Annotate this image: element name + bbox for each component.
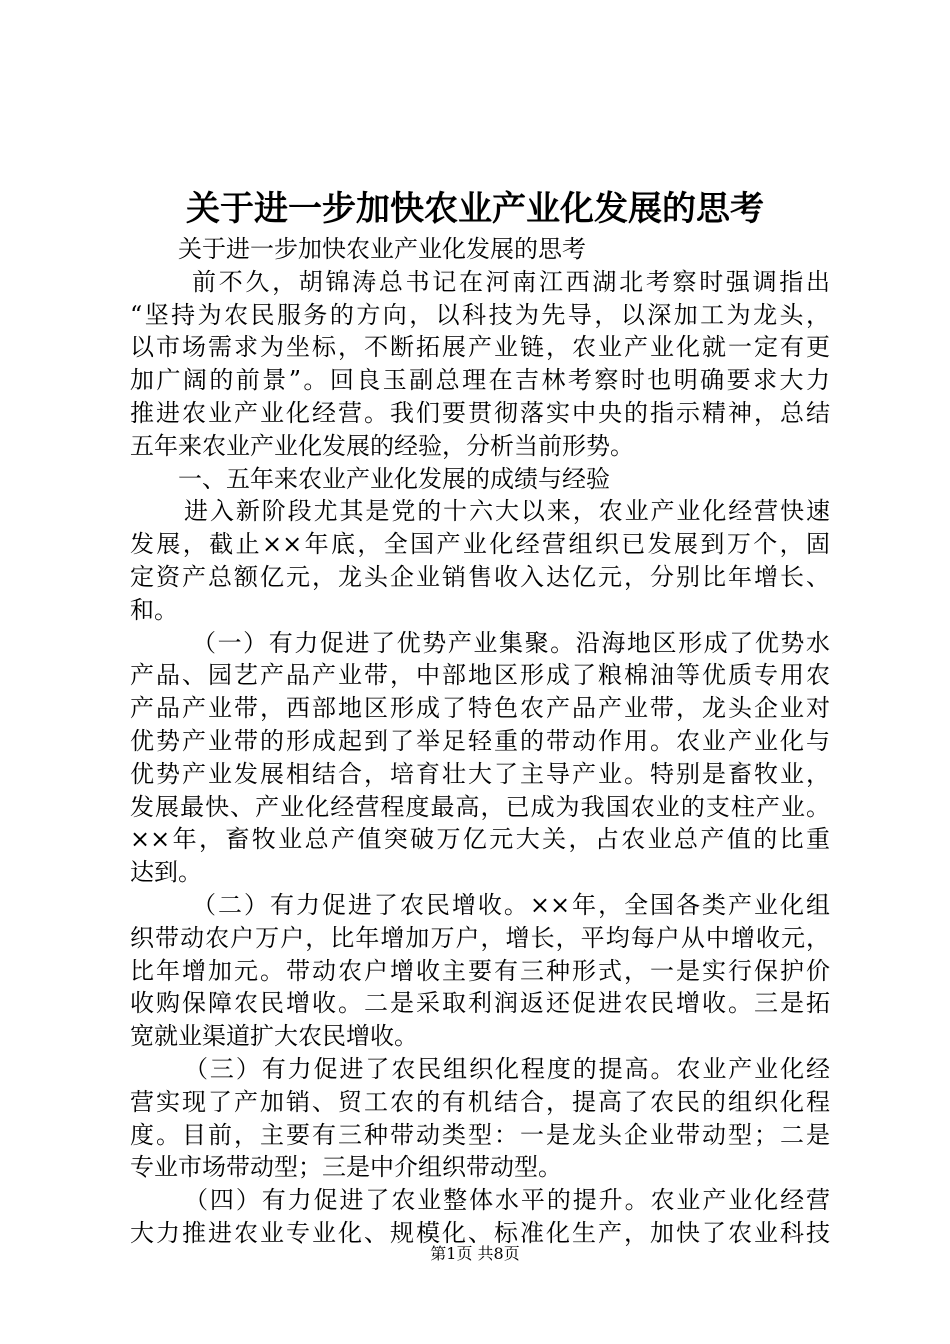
- paragraph-line: 进入新阶段尤其是党的十六大以来，农业产业化经营快速: [184, 497, 830, 526]
- paragraph-line: 宽就业渠道扩大农民增收。: [130, 1022, 418, 1051]
- paragraph-line: 产品、园艺产品产业带，中部地区形成了粮棉油等优质专用农: [130, 661, 830, 690]
- paragraph-line: 和。: [130, 595, 178, 624]
- paragraph-line: （一）有力促进了优势产业集聚。沿海地区形成了优势水: [192, 628, 830, 657]
- paragraph-line: 发展最快、产业化经营程度最高，已成为我国农业的支柱产业。: [130, 792, 830, 821]
- paragraph-line: 定资产总额亿元，龙头企业销售收入达亿元，分别比年增长、: [130, 562, 830, 591]
- section-heading: 一、五年来农业产业化发展的成绩与经验: [178, 464, 610, 493]
- paragraph-line: 织带动农户万户，比年增加万户，增长，平均每户从中增收元，: [130, 923, 830, 952]
- paragraph-line: 产品产业带，西部地区形成了特色农产品产业带，龙头企业对: [130, 694, 830, 723]
- paragraph-line: （二）有力促进了农民增收。××年，全国各类产业化组: [192, 890, 830, 919]
- paragraph-line: 专业市场带动型；三是中介组织带动型。: [130, 1153, 562, 1182]
- paragraph-line: 优势产业带的形成起到了举足轻重的带动作用。农业产业化与: [130, 726, 830, 755]
- document-body: [130, 233, 830, 1250]
- paragraph-line: 大力推进农业专业化、规模化、标准化生产，加快了农业科技: [130, 1218, 830, 1247]
- paragraph-line: 比年增加元。带动农户增收主要有三种形式，一是实行保护价: [130, 956, 830, 985]
- paragraph-line: （三）有力促进了农民组织化程度的提高。农业产业化经: [184, 1054, 830, 1083]
- paragraph-line: ××年，畜牧业总产值突破万亿元大关，占农业总产值的比重: [130, 825, 830, 854]
- paragraph-line: 加广阔的前景”。回良玉副总理在吉林考察时也明确要求大力: [130, 366, 830, 395]
- subtitle-line: 关于进一步加快农业产业化发展的思考: [178, 235, 586, 263]
- page-number-footer: 第1页 共8页: [430, 1244, 520, 1263]
- paragraph-line: 营实现了产加销、贸工农的有机结合，提高了农民的组织化程: [130, 1087, 830, 1116]
- paragraph-line: （四）有力促进了农业整体水平的提升。农业产业化经营: [184, 1186, 830, 1215]
- paragraph-line: 五年来农业产业化发展的经验，分析当前形势。: [130, 431, 634, 460]
- paragraph-line: 发展，截止××年底，全国产业化经营组织已发展到万个，固: [130, 530, 830, 559]
- document-title: 关于进一步加快农业产业化发展的思考: [186, 189, 764, 229]
- paragraph-line: “坚持为农民服务的方向，以科技为先导，以深加工为龙头，: [130, 300, 830, 329]
- paragraph-line: 以市场需求为坐标，不断拓展产业链，农业产业化就一定有更: [130, 333, 830, 362]
- paragraph-line: 前不久，胡锦涛总书记在河南江西湖北考察时强调指出: [192, 267, 830, 296]
- paragraph-line: 达到。: [130, 858, 202, 887]
- paragraph-line: 推进农业产业化经营。我们要贯彻落实中央的指示精神，总结: [130, 398, 830, 427]
- paragraph-line: 收购保障农民增收。二是采取利润返还促进农民增收。三是拓: [130, 989, 830, 1018]
- paragraph-line: 优势产业发展相结合，培育壮大了主导产业。特别是畜牧业，: [130, 759, 830, 788]
- paragraph-line: 度。目前，主要有三种带动类型：一是龙头企业带动型；二是: [130, 1120, 830, 1149]
